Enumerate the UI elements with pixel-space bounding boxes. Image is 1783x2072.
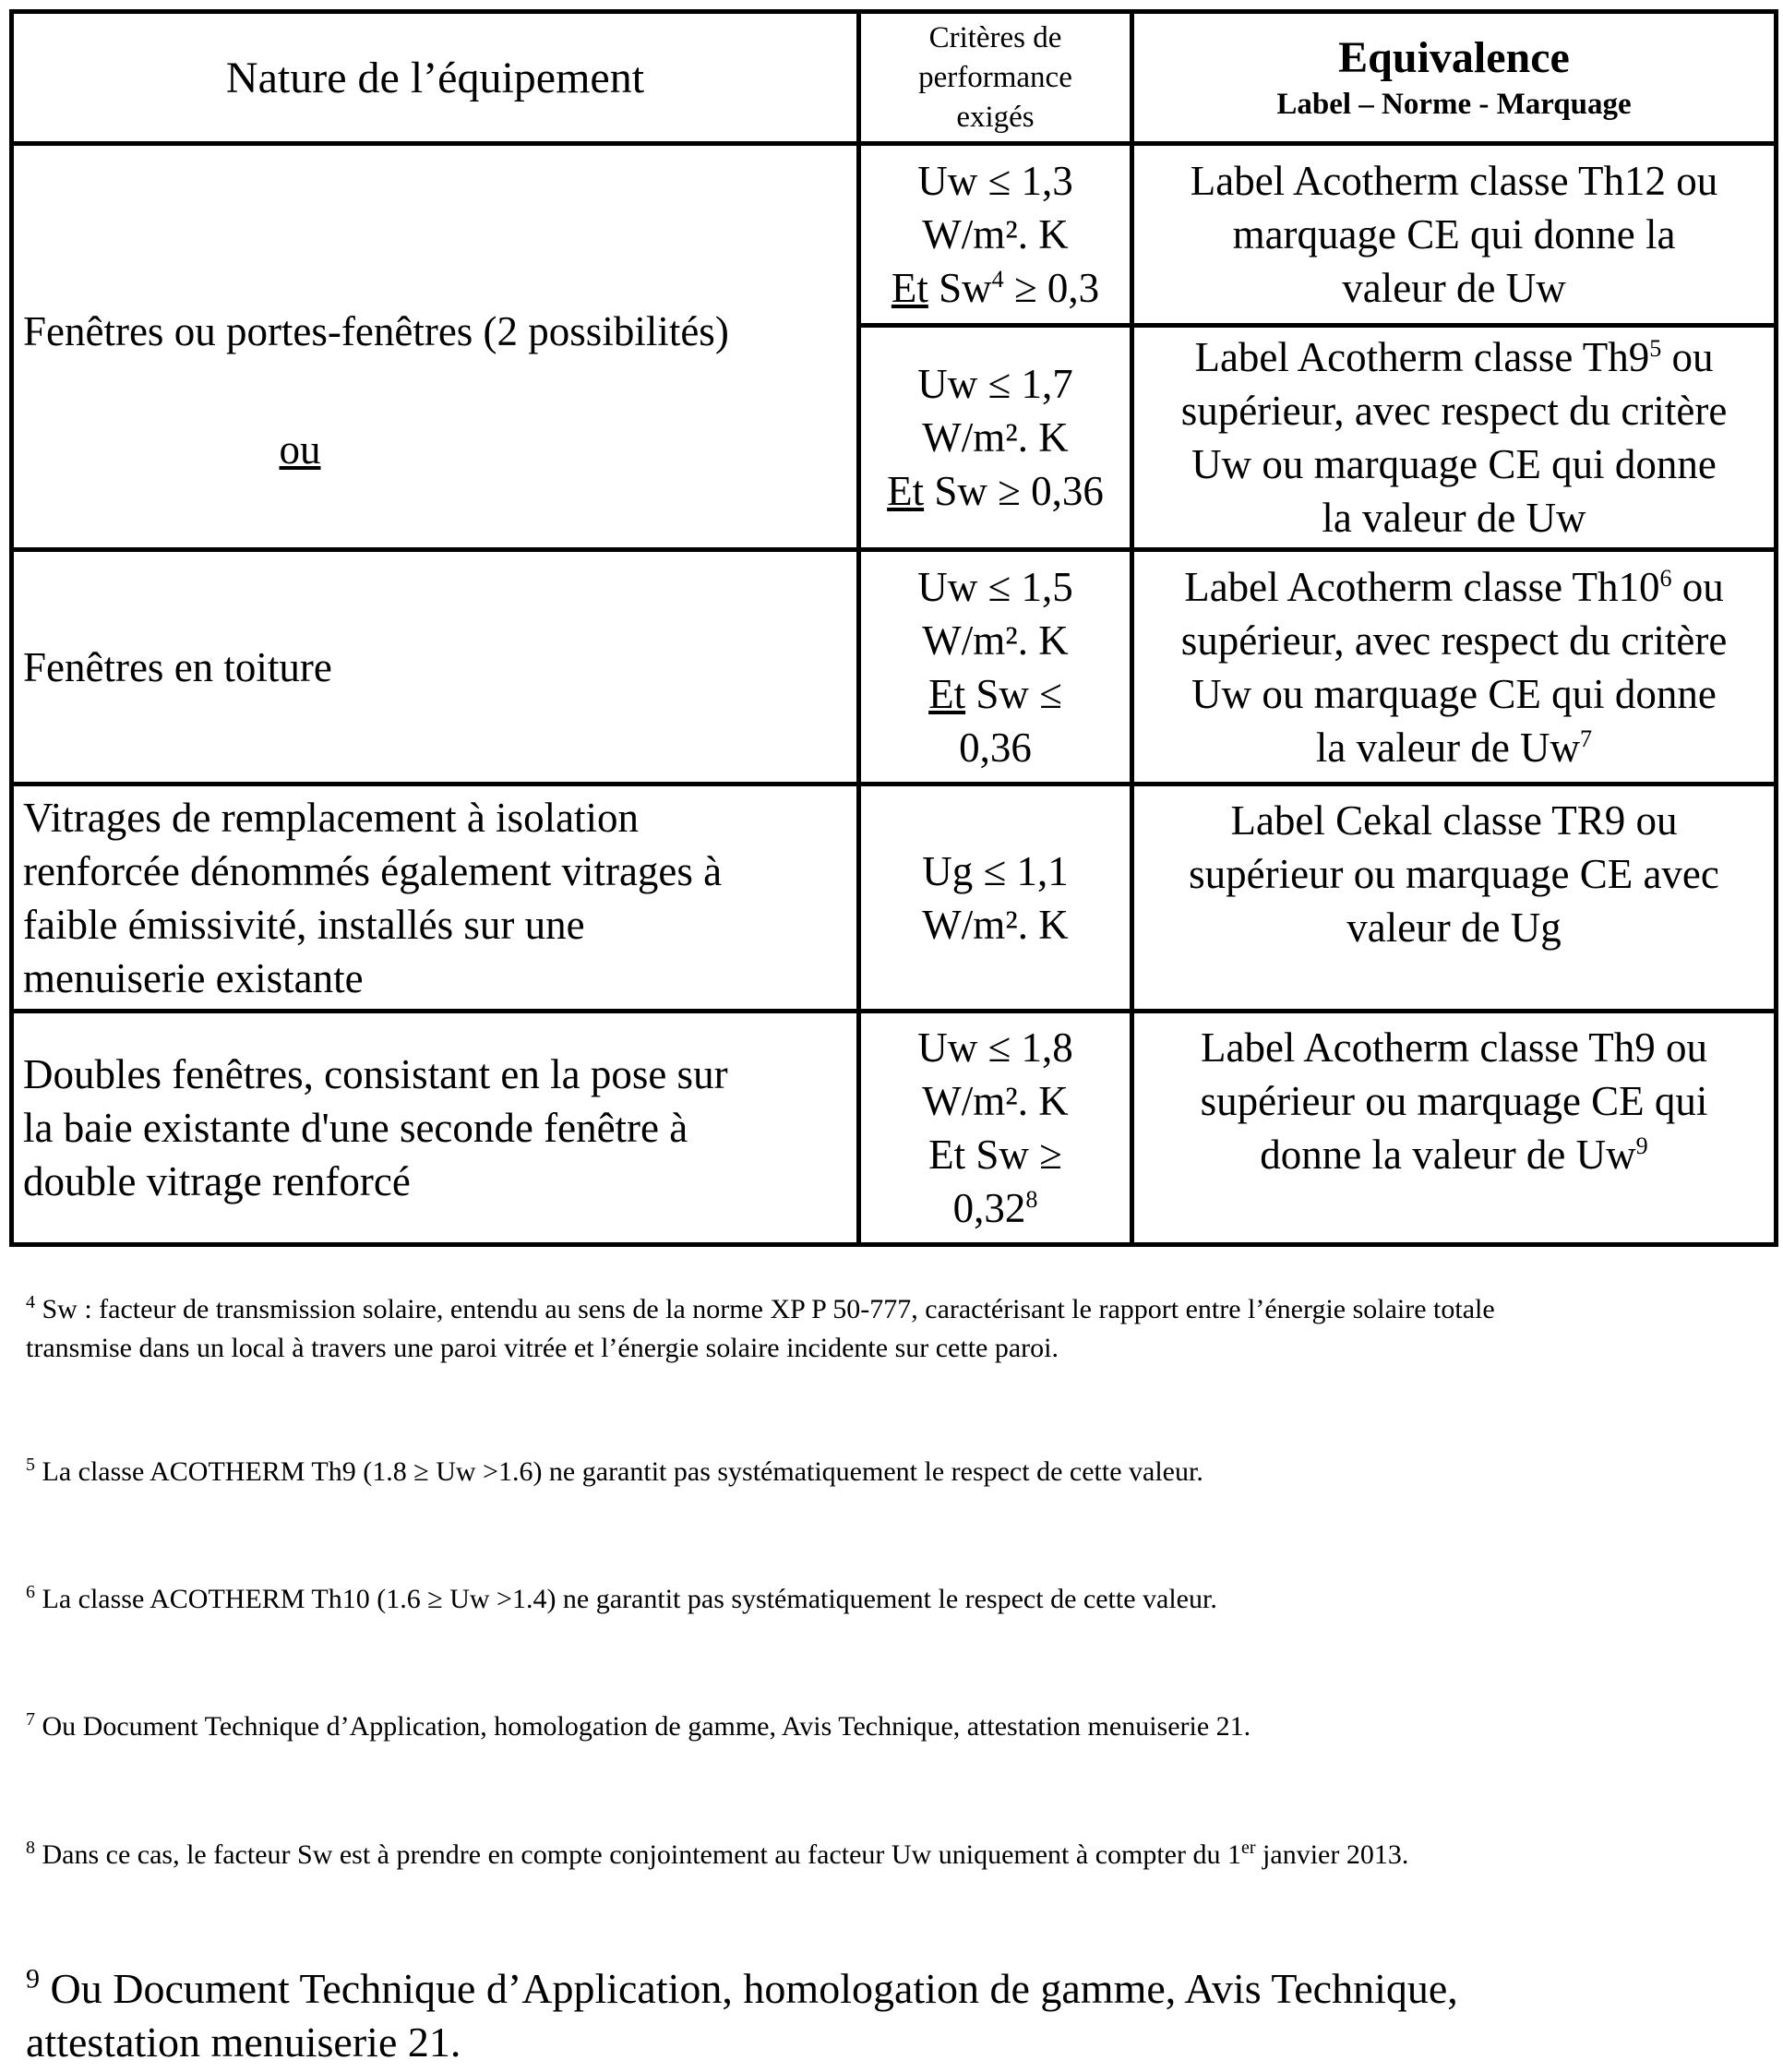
equivalence-line: Label Cekal classe TR9 ou — [1230, 797, 1678, 844]
equipment-table — [9, 9, 1778, 1247]
equivalence-line: supérieur, avec respect du critère — [1180, 617, 1728, 664]
header-nature: Nature de l’équipement — [12, 12, 859, 144]
nature-text: Fenêtres ou portes-fenêtres (2 possibilités) — [23, 308, 729, 354]
cell-criteria — [859, 326, 1132, 550]
footnote-text: La classe ACOTHERM Th10 (1.6 ≥ Uw >1.4) ne garantit pas systématiquement le respect de cette valeur. — [35, 1584, 1217, 1614]
cell-criteria — [859, 1012, 1132, 1245]
equivalence-line: Label Acotherm classe Th12 ou — [1190, 158, 1718, 204]
table-row — [12, 1012, 1777, 1245]
cell-nature-windows — [12, 144, 859, 550]
criteria-line: W/m². K — [922, 617, 1069, 664]
header-criteria-line: Critères de — [928, 20, 1062, 54]
footnote-text: Dans ce cas, le facteur Sw est à prendre en compte conjointement au facteur Uw uniquement à compter du 1 — [35, 1839, 1241, 1870]
footnote-text: janvier 2013. — [1255, 1839, 1409, 1870]
equivalence-line: la valeur de Uw — [1322, 495, 1586, 541]
criteria-line: W/m². K — [922, 211, 1069, 258]
criteria-sw: Sw — [927, 265, 992, 311]
footnote-text: Ou Document Technique d’Application, homologation de gamme, Avis Technique, attestation menuiserie 21. — [35, 1711, 1251, 1742]
criteria-value: ≥ 0,3 — [1003, 265, 1100, 311]
equivalence-line: ou — [1661, 334, 1714, 380]
footnote-ref: 8 — [1025, 1186, 1038, 1213]
header-criteria-line: exigés — [956, 100, 1035, 134]
equivalence-line: supérieur ou marquage CE qui — [1200, 1078, 1708, 1124]
footnote-ref: 9 — [1635, 1132, 1648, 1159]
cell-equivalence — [1132, 144, 1777, 326]
nature-line: renforcée dénommés également vitrages à — [23, 847, 723, 894]
footnote-8 — [26, 1836, 1761, 1874]
criteria-et: Et — [887, 468, 925, 514]
nature-line: double vitrage renforcé — [23, 1158, 411, 1204]
footnote-4 — [26, 1290, 1761, 1368]
criteria-line: Ug ≤ 1,1 — [922, 847, 1069, 894]
equivalence-line: Uw ou marquage CE qui donne — [1191, 670, 1717, 717]
footnote-text: Sw : facteur de transmission solaire, entendu au sens de la norme XP P 50-777, caractérisant le rapport entre l’énergie solaire totale — [35, 1294, 1495, 1324]
cell-equivalence — [1132, 784, 1777, 1012]
cell-criteria — [859, 144, 1132, 326]
equivalence-line: Uw ou marquage CE qui donne — [1191, 441, 1717, 487]
footnote-5 — [26, 1453, 1761, 1491]
footnote-7 — [26, 1707, 1761, 1746]
nature-line: faible émissivité, installés sur une — [23, 901, 585, 948]
cell-criteria — [859, 550, 1132, 784]
cell-nature-roof-windows: Fenêtres en toiture — [12, 550, 859, 784]
footnote-number: 5 — [26, 1455, 35, 1475]
equivalence-line: valeur de Ug — [1346, 904, 1562, 951]
equivalence-line: ou — [1671, 563, 1724, 610]
footnote-number: 6 — [26, 1582, 35, 1602]
header-criteria-line: performance — [918, 60, 1072, 94]
equivalence-line: donne la valeur de Uw — [1260, 1132, 1636, 1178]
footnote-number: 4 — [26, 1292, 35, 1312]
footnote-6 — [26, 1580, 1761, 1619]
criteria-value: Sw ≥ 0,36 — [924, 468, 1104, 514]
footnote-number: 7 — [26, 1709, 35, 1730]
criteria-line: W/m². K — [922, 1078, 1069, 1124]
criteria-line: W/m². K — [922, 901, 1069, 948]
cell-nature-double-windows — [12, 1012, 859, 1245]
nature-or: ou — [279, 426, 321, 473]
cell-equivalence — [1132, 1012, 1777, 1245]
nature-line: menuiserie existante — [23, 954, 364, 1001]
criteria-line: Et Sw ≥ — [928, 1132, 1062, 1178]
footnote-ref: 7 — [1580, 725, 1593, 752]
criteria-value: Sw ≤ — [965, 670, 1062, 717]
criteria-line: Uw ≤ 1,5 — [917, 563, 1073, 610]
header-equivalence-title: Equivalence — [1338, 33, 1570, 82]
criteria-et: Et — [891, 265, 928, 311]
footnote-ref: 5 — [1649, 335, 1662, 362]
equivalence-line: supérieur, avec respect du critère — [1180, 388, 1728, 434]
criteria-line: 0,32 — [952, 1185, 1026, 1231]
criteria-line: Uw ≤ 1,8 — [917, 1024, 1073, 1071]
table-row — [12, 550, 1777, 784]
footnote-number: 9 — [26, 1963, 40, 1994]
footnote-text: transmise dans un local à travers une paroi vitrée et l’énergie solaire incidente sur cette paroi. — [26, 1333, 1059, 1363]
footnote-number: 8 — [26, 1838, 35, 1858]
criteria-line: Uw ≤ 1,7 — [917, 361, 1073, 407]
nature-line: Vitrages de remplacement à isolation — [23, 794, 640, 841]
table-row — [12, 144, 1777, 326]
equivalence-line: valeur de Uw — [1342, 265, 1566, 311]
nature-line: Doubles fenêtres, consistant en la pose sur — [23, 1051, 728, 1097]
cell-equivalence — [1132, 326, 1777, 550]
footnote-superscript: er — [1241, 1838, 1256, 1858]
criteria-line: Uw ≤ 1,3 — [917, 158, 1073, 204]
footnote-ref: 4 — [991, 266, 1004, 293]
table-row — [12, 784, 1777, 1012]
criteria-line: W/m². K — [922, 414, 1069, 461]
equivalence-line: marquage CE qui donne la — [1232, 211, 1676, 258]
nature-line: la baie existante d'une seconde fenêtre à — [23, 1105, 688, 1151]
equivalence-line: Label Acotherm classe Th9 — [1194, 334, 1650, 380]
footnote-text: Ou Document Technique d’Application, homologation de gamme, Avis Technique, — [40, 1965, 1458, 2012]
criteria-line: 0,36 — [959, 724, 1032, 771]
equivalence-line: Label Acotherm classe Th10 — [1184, 563, 1660, 610]
table-header-row — [12, 12, 1777, 144]
header-equivalence-subtitle: Label – Norme - Marquage — [1276, 88, 1632, 121]
equivalence-line: supérieur ou marquage CE avec — [1189, 851, 1719, 897]
footnote-text: attestation menuiserie 21. — [26, 2018, 461, 2066]
cell-nature-glazing — [12, 784, 859, 1012]
criteria-et: Et — [928, 670, 966, 717]
cell-equivalence — [1132, 550, 1777, 784]
header-equivalence — [1132, 12, 1777, 144]
footnote-ref: 6 — [1659, 564, 1672, 592]
footnote-9 — [26, 1962, 1761, 2069]
equivalence-line: Label Acotherm classe Th9 ou — [1200, 1024, 1707, 1071]
equivalence-line: la valeur de Uw — [1315, 724, 1581, 771]
footnote-text: La classe ACOTHERM Th9 (1.8 ≥ Uw >1.6) ne garantit pas systématiquement le respect de cette valeur. — [35, 1456, 1203, 1487]
header-criteria — [859, 12, 1132, 144]
cell-criteria — [859, 784, 1132, 1012]
